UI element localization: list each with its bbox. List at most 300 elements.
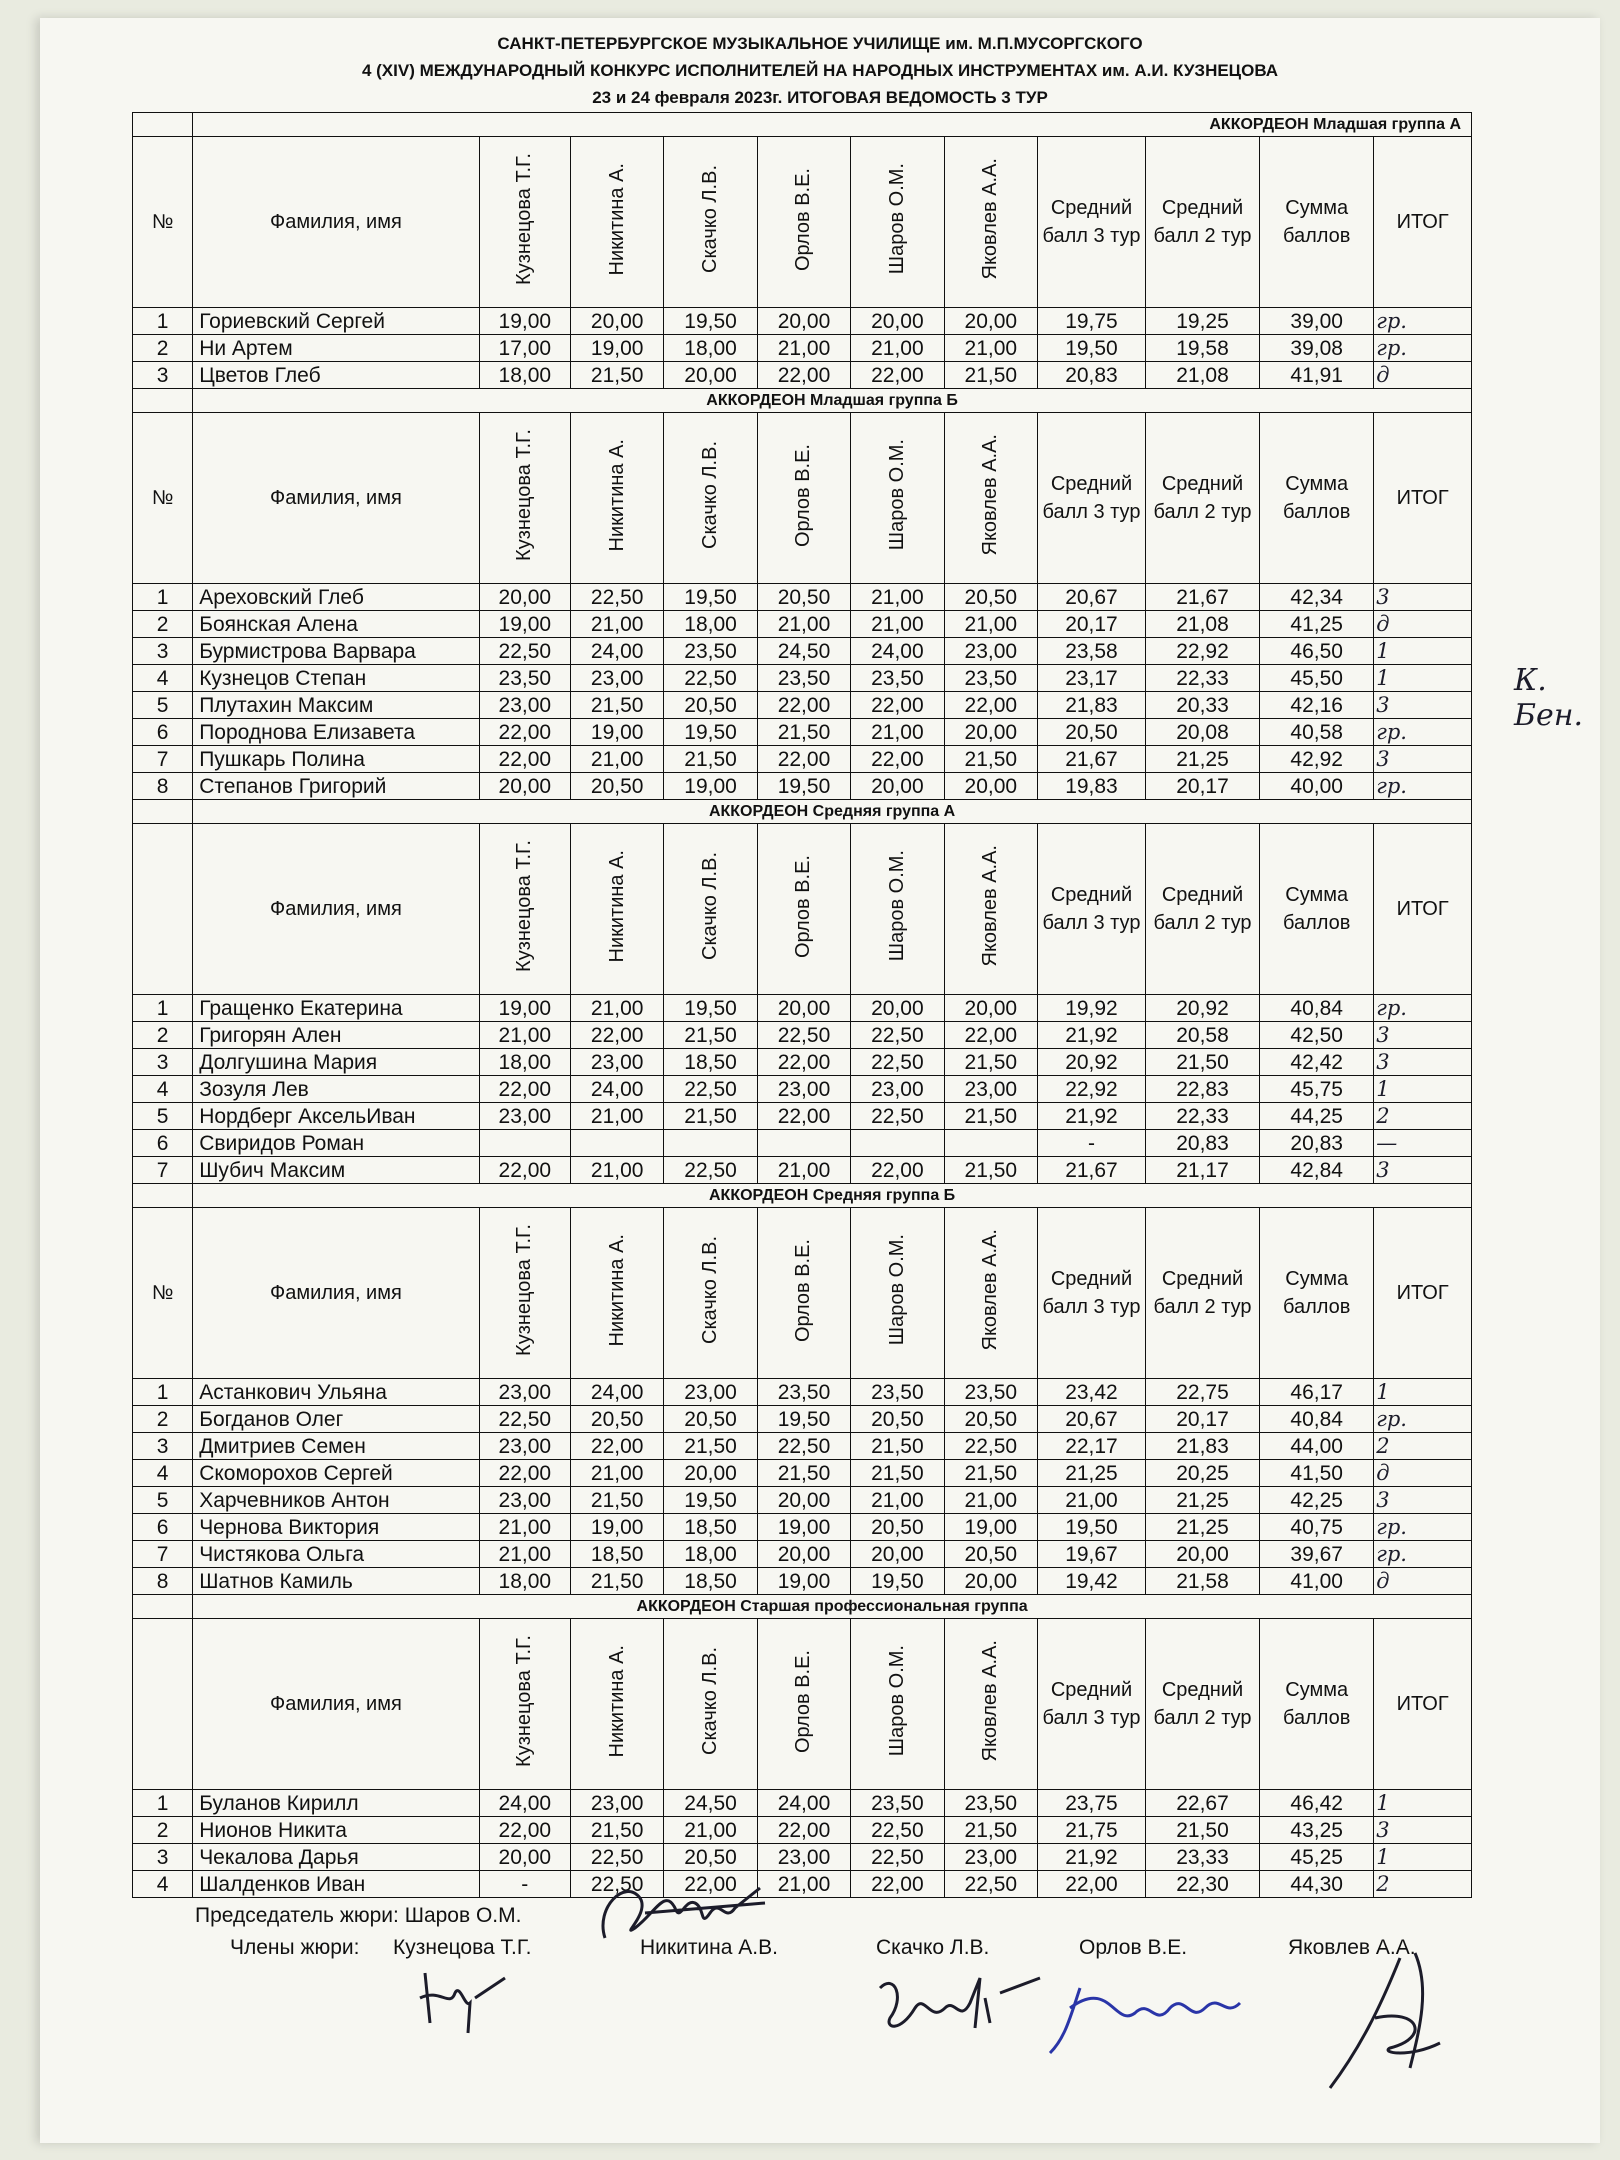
participant-name: Чекалова Дарья [193,1844,479,1871]
row-number: 2 [133,335,193,362]
judge-name: Орлов В.Е. [792,1238,815,1342]
judge-score: 24,00 [570,1379,663,1406]
participant-name: Чистякова Ольга [193,1541,479,1568]
judge-score: 21,00 [479,1514,570,1541]
judge-score: 21,50 [664,1433,757,1460]
judge-score: 18,00 [664,1541,757,1568]
col-header-judge [479,1619,570,1790]
judge-score: 19,00 [479,611,570,638]
average-round-2: 22,30 [1145,1871,1259,1898]
col-header-name: Фамилия, имя [193,1208,479,1379]
row-number: 1 [133,584,193,611]
judge-score: 22,50 [851,1844,944,1871]
average-round-2: 20,08 [1145,719,1259,746]
judge-score: 18,00 [664,335,757,362]
col-header-name: Фамилия, имя [193,824,479,995]
average-round-3: - [1038,1130,1146,1157]
judge-score: 23,50 [944,1379,1037,1406]
score-sum: 20,83 [1260,1130,1374,1157]
average-round-2: 20,25 [1145,1460,1259,1487]
judge-score: 22,50 [944,1433,1037,1460]
average-round-3: 22,17 [1038,1433,1146,1460]
judge-score: 18,50 [664,1568,757,1595]
col-header-judge [944,824,1037,995]
final-result-handwritten: 3 [1374,584,1472,611]
average-round-3: 21,67 [1038,1157,1146,1184]
col-header-judge [664,1619,757,1790]
row-number: 5 [133,1487,193,1514]
judge-score: 19,00 [664,773,757,800]
table-row [133,1433,1472,1460]
col-header-avg2: Средний балл 2 тур [1145,137,1259,308]
participant-name: Богданов Олег [193,1406,479,1433]
judge-score: 21,00 [944,611,1037,638]
judge-score: 20,00 [851,308,944,335]
participant-name: Долгушина Мария [193,1049,479,1076]
judge-score: 21,00 [944,335,1037,362]
judge-score: 23,50 [664,638,757,665]
judge-score: 21,00 [479,1022,570,1049]
judge-score: 21,00 [757,1871,850,1898]
col-header-number: № [133,137,193,308]
table-row [133,1568,1472,1595]
col-header-judge [570,1208,663,1379]
row-number: 6 [133,719,193,746]
judge-score: 21,50 [944,362,1037,389]
judge-score: 23,00 [479,1487,570,1514]
judge-name: Никитина А. [605,438,628,552]
table-row [133,1514,1472,1541]
judge-score: 21,00 [851,1487,944,1514]
average-round-2: 23,33 [1145,1844,1259,1871]
col-header-judge [479,137,570,308]
col-header-avg2: Средний балл 2 тур [1145,1208,1259,1379]
blank-cell [133,800,193,824]
col-header-judge [851,413,944,584]
judge-score: 19,50 [664,719,757,746]
col-header-judge [944,137,1037,308]
average-round-3: 20,17 [1038,611,1146,638]
judge-score: 20,50 [851,1406,944,1433]
col-header-judge [570,824,663,995]
row-number: 7 [133,746,193,773]
signature-skachko [870,1968,1050,2048]
judge-name: Скачко Л.В. [699,1647,722,1755]
judge-score: 21,50 [570,1568,663,1595]
average-round-2: 22,67 [1145,1790,1259,1817]
col-header-avg2: Средний балл 2 тур [1145,413,1259,584]
judge-score: 22,00 [944,1022,1037,1049]
participant-name: Нордберг АксельИван [193,1103,479,1130]
row-number: 7 [133,1157,193,1184]
score-sum: 42,34 [1260,584,1374,611]
score-sum: 43,25 [1260,1817,1374,1844]
judge-name: Яковлев А.А. [979,158,1002,280]
table-row [133,1049,1472,1076]
judge-score: 18,00 [479,1568,570,1595]
average-round-3: 23,42 [1038,1379,1146,1406]
date-title: 23 и 24 февраля 2023г. ИТОГОВАЯ ВЕДОМОСТЬ 3 ТУР [592,88,1048,107]
final-result-handwritten: д [1374,611,1472,638]
document-sheet [40,18,1600,2143]
table-row [133,1022,1472,1049]
judge-score: 22,00 [757,1103,850,1130]
judge-score: 19,00 [944,1514,1037,1541]
score-sum: 45,75 [1260,1076,1374,1103]
judge-name: Яковлев А.А. [979,434,1002,556]
average-round-2: 21,67 [1145,584,1259,611]
average-round-3: 21,75 [1038,1817,1146,1844]
row-number: 8 [133,1568,193,1595]
judge-score: 23,50 [851,1790,944,1817]
judge-score: 23,50 [851,665,944,692]
jury-member-nikitina: Никитина А.В. [640,1936,778,1959]
average-round-2: 20,00 [1145,1541,1259,1568]
final-result-handwritten: гр. [1374,773,1472,800]
participant-name: Шатнов Камиль [193,1568,479,1595]
judge-score: 23,00 [944,1076,1037,1103]
judge-score [851,1130,944,1157]
judge-name: Никитина А. [605,1233,628,1347]
judge-score: 20,50 [664,1844,757,1871]
col-header-result: ИТОГ [1374,824,1472,995]
judge-name: Скачко Л.В. [699,165,722,273]
col-header-judge [664,413,757,584]
average-round-3: 22,92 [1038,1076,1146,1103]
judge-name: Яковлев А.А. [979,1229,1002,1351]
average-round-2: 21,58 [1145,1568,1259,1595]
average-round-2: 21,50 [1145,1817,1259,1844]
row-number: 1 [133,995,193,1022]
judge-score: 20,00 [479,584,570,611]
table-row [133,611,1472,638]
judge-score: 18,00 [664,611,757,638]
row-number: 4 [133,1460,193,1487]
judge-score: 21,00 [851,611,944,638]
judge-name: Орлов В.Е. [792,1649,815,1753]
judge-score: 20,00 [479,773,570,800]
col-header-sum: Сумма баллов [1260,824,1374,995]
average-round-2: 22,33 [1145,1103,1259,1130]
col-header-number [133,824,193,995]
judge-score: 23,50 [944,665,1037,692]
participant-name: Пушкарь Полина [193,746,479,773]
participant-name: Астанкович Ульяна [193,1379,479,1406]
col-header-avg2: Средний балл 2 тур [1145,1619,1259,1790]
judge-score: 20,00 [757,1487,850,1514]
judge-score: 22,00 [479,1076,570,1103]
participant-name: Цветов Глеб [193,362,479,389]
judge-score: 20,00 [479,1844,570,1871]
participant-name: Степанов Григорий [193,773,479,800]
judge-score: 21,00 [851,335,944,362]
col-header-judge [479,824,570,995]
judge-score: 22,00 [851,1871,944,1898]
judge-score: 22,50 [664,1076,757,1103]
judge-score: 19,00 [757,1514,850,1541]
judge-score: 19,00 [757,1568,850,1595]
final-result-handwritten: д [1374,1568,1472,1595]
judge-score: 22,00 [570,1022,663,1049]
blank-cell [133,389,193,413]
average-round-3: 19,50 [1038,1514,1146,1541]
judge-score: 22,50 [570,1844,663,1871]
average-round-3: 19,50 [1038,335,1146,362]
judge-name: Орлов В.Е. [792,854,815,958]
contest-title: 4 (XIV) МЕЖДУНАРОДНЫЙ КОНКУРС ИСПОЛНИТЕЛЕЙ НА НАРОДНЫХ ИНСТРУМЕНТАХ им. А.И. КУЗНЕЦОВА [361,61,1279,80]
judge-score: 22,50 [757,1022,850,1049]
judge-score: 20,50 [944,1541,1037,1568]
final-result-handwritten: 2 [1374,1103,1472,1130]
score-sum: 39,67 [1260,1541,1374,1568]
table-row [133,1817,1472,1844]
group-title-row [133,389,1472,413]
group-title: АККОРДЕОН Средняя группа А [193,800,1472,824]
row-number: 1 [133,1379,193,1406]
average-round-3: 20,92 [1038,1049,1146,1076]
row-number: 3 [133,1844,193,1871]
average-round-2: 20,33 [1145,692,1259,719]
final-result-handwritten: 1 [1374,1076,1472,1103]
average-round-2: 21,25 [1145,1514,1259,1541]
judge-score: 22,50 [757,1433,850,1460]
judge-score: 24,00 [570,1076,663,1103]
handwritten-side-note: К. Бен. [1514,663,1584,733]
judge-score: 20,50 [944,584,1037,611]
judge-score: 22,50 [479,638,570,665]
judge-score: 22,00 [944,692,1037,719]
judge-score [479,1130,570,1157]
judge-score: 23,00 [757,1076,850,1103]
judge-score: 21,50 [664,1022,757,1049]
participant-name: Скоморохов Сергей [193,1460,479,1487]
final-result-handwritten: 2 [1374,1433,1472,1460]
group-title-row [133,113,1472,137]
jury-member-kuznetsova: Кузнецова Т.Г. [393,1936,532,1959]
row-number: 6 [133,1514,193,1541]
judge-score: 23,00 [851,1076,944,1103]
row-number: 2 [133,1406,193,1433]
average-round-2: 20,92 [1145,995,1259,1022]
col-header-name: Фамилия, имя [193,137,479,308]
jury-members-label: Члены жюри: [230,1936,360,1959]
group-title-row [133,800,1472,824]
judge-score: 21,00 [570,995,663,1022]
judge-score: 20,50 [570,773,663,800]
group-title-row [133,1184,1472,1208]
average-round-3: 21,00 [1038,1487,1146,1514]
judge-score: 20,00 [944,719,1037,746]
judge-score: 23,00 [757,1844,850,1871]
average-round-3: 20,50 [1038,719,1146,746]
signature-kuznetsova [410,1963,530,2043]
col-header-avg3: Средний балл 3 тур [1038,824,1146,995]
row-number: 3 [133,1049,193,1076]
jury-chair: Председатель жюри: Шаров О.М. [195,1904,522,1927]
score-sum: 40,75 [1260,1514,1374,1541]
score-sum: 44,00 [1260,1433,1374,1460]
final-result-handwritten: гр. [1374,308,1472,335]
judge-score: 22,00 [570,1433,663,1460]
judge-score: 19,50 [757,1406,850,1433]
judge-score: 20,00 [944,1568,1037,1595]
participant-name: Плутахин Максим [193,692,479,719]
col-header-number: № [133,1208,193,1379]
score-sum: 40,58 [1260,719,1374,746]
judge-score: 21,50 [944,746,1037,773]
judge-score [570,1130,663,1157]
score-sum: 42,42 [1260,1049,1374,1076]
judge-score: 21,00 [851,584,944,611]
column-header-row [133,1619,1472,1790]
judge-score: 20,00 [664,362,757,389]
table-row [133,1406,1472,1433]
judge-score: 18,50 [570,1541,663,1568]
participant-name: Григорян Ален [193,1022,479,1049]
judge-score: 20,00 [757,308,850,335]
judge-name: Шаров О.М. [885,1234,908,1346]
col-header-judge [570,413,663,584]
table-row [133,1103,1472,1130]
col-header-judge [851,824,944,995]
judge-score: 21,50 [570,362,663,389]
score-sum: 42,16 [1260,692,1374,719]
score-sum: 46,17 [1260,1379,1374,1406]
judge-score: 19,50 [664,584,757,611]
table-row [133,308,1472,335]
score-sum: 40,84 [1260,1406,1374,1433]
participant-name: Дмитриев Семен [193,1433,479,1460]
judge-score: 24,00 [757,1790,850,1817]
judge-score: 21,50 [664,746,757,773]
final-result-handwritten: 3 [1374,1817,1472,1844]
row-number: 2 [133,1817,193,1844]
judge-score: 21,00 [570,746,663,773]
group-title: АККОРДЕОН Старшая профессиональная группа [193,1595,1472,1619]
judge-score: 18,50 [664,1514,757,1541]
participant-name: Гращенко Екатерина [193,995,479,1022]
judge-name: Яковлев А.А. [979,845,1002,967]
judge-score: 23,50 [944,1790,1037,1817]
average-round-3: 23,58 [1038,638,1146,665]
average-round-2: 20,17 [1145,1406,1259,1433]
judge-score: 22,00 [757,692,850,719]
score-sum: 46,50 [1260,638,1374,665]
average-round-2: 20,83 [1145,1130,1259,1157]
col-header-judge [664,824,757,995]
judge-score: 23,00 [479,1103,570,1130]
score-sum: 40,84 [1260,995,1374,1022]
score-sum: 44,25 [1260,1103,1374,1130]
judge-score: 23,00 [944,1844,1037,1871]
judge-score: 20,00 [851,1541,944,1568]
table-row [133,1157,1472,1184]
table-row [133,1871,1472,1898]
average-round-2: 22,75 [1145,1379,1259,1406]
judge-name: Яковлев А.А. [979,1640,1002,1762]
judge-score: 22,50 [664,665,757,692]
judge-score: 19,50 [664,995,757,1022]
judge-score: 20,50 [570,1406,663,1433]
jury-member-orlov: Орлов В.Е. [1079,1936,1188,1959]
average-round-3: 21,92 [1038,1022,1146,1049]
final-result-handwritten: 3 [1374,1157,1472,1184]
col-header-judge [851,1619,944,1790]
judge-score: 21,00 [570,1460,663,1487]
judge-score: 21,50 [944,1460,1037,1487]
col-header-judge [757,413,850,584]
table-row [133,638,1472,665]
judge-score: 22,00 [851,362,944,389]
blank-cell [133,113,193,137]
column-header-row [133,137,1472,308]
score-sum: 39,00 [1260,308,1374,335]
judge-score: 23,00 [664,1379,757,1406]
final-result-handwritten: 1 [1374,665,1472,692]
judge-score: 21,00 [757,1157,850,1184]
judge-score: 22,00 [757,1817,850,1844]
col-header-number: № [133,413,193,584]
row-number: 3 [133,1433,193,1460]
average-round-3: 19,67 [1038,1541,1146,1568]
judge-name: Кузнецова Т.Г. [513,153,536,285]
judge-score: 20,00 [664,1460,757,1487]
judge-score: 22,00 [851,1157,944,1184]
judge-score: 22,50 [851,1022,944,1049]
participant-name: Нионов Никита [193,1817,479,1844]
row-number: 6 [133,1130,193,1157]
average-round-2: 22,83 [1145,1076,1259,1103]
judge-score: 22,00 [851,692,944,719]
table-row [133,584,1472,611]
average-round-2: 19,58 [1145,335,1259,362]
table-row [133,665,1472,692]
final-result-handwritten: 3 [1374,1022,1472,1049]
judge-score: 20,50 [944,1406,1037,1433]
score-sum: 42,84 [1260,1157,1374,1184]
col-header-avg3: Средний балл 3 тур [1038,137,1146,308]
judge-score: 24,50 [757,638,850,665]
blank-cell [133,1184,193,1208]
table-row [133,1460,1472,1487]
col-header-judge [851,1208,944,1379]
col-header-avg3: Средний балл 3 тур [1038,1208,1146,1379]
judge-name: Шаров О.М. [885,1645,908,1757]
judge-score: 22,00 [479,1817,570,1844]
judge-score: 20,50 [757,584,850,611]
judge-score: 18,00 [479,1049,570,1076]
judge-score: 19,50 [757,773,850,800]
score-sum: 41,50 [1260,1460,1374,1487]
participant-name: Боянская Алена [193,611,479,638]
judge-score: 21,00 [570,611,663,638]
judge-score: 19,00 [479,995,570,1022]
judge-score: 21,50 [757,1460,850,1487]
judge-score: 22,50 [851,1103,944,1130]
final-result-handwritten: д [1374,362,1472,389]
judge-score: 19,00 [570,1514,663,1541]
average-round-2: 21,50 [1145,1049,1259,1076]
row-number: 2 [133,611,193,638]
col-header-result: ИТОГ [1374,137,1472,308]
average-round-3: 21,25 [1038,1460,1146,1487]
judge-score: 21,50 [851,1460,944,1487]
judge-score: 19,00 [570,719,663,746]
results-table [132,112,1472,1898]
participant-name: Свиридов Роман [193,1130,479,1157]
participant-name: Гориевский Сергей [193,308,479,335]
col-header-judge [757,1619,850,1790]
